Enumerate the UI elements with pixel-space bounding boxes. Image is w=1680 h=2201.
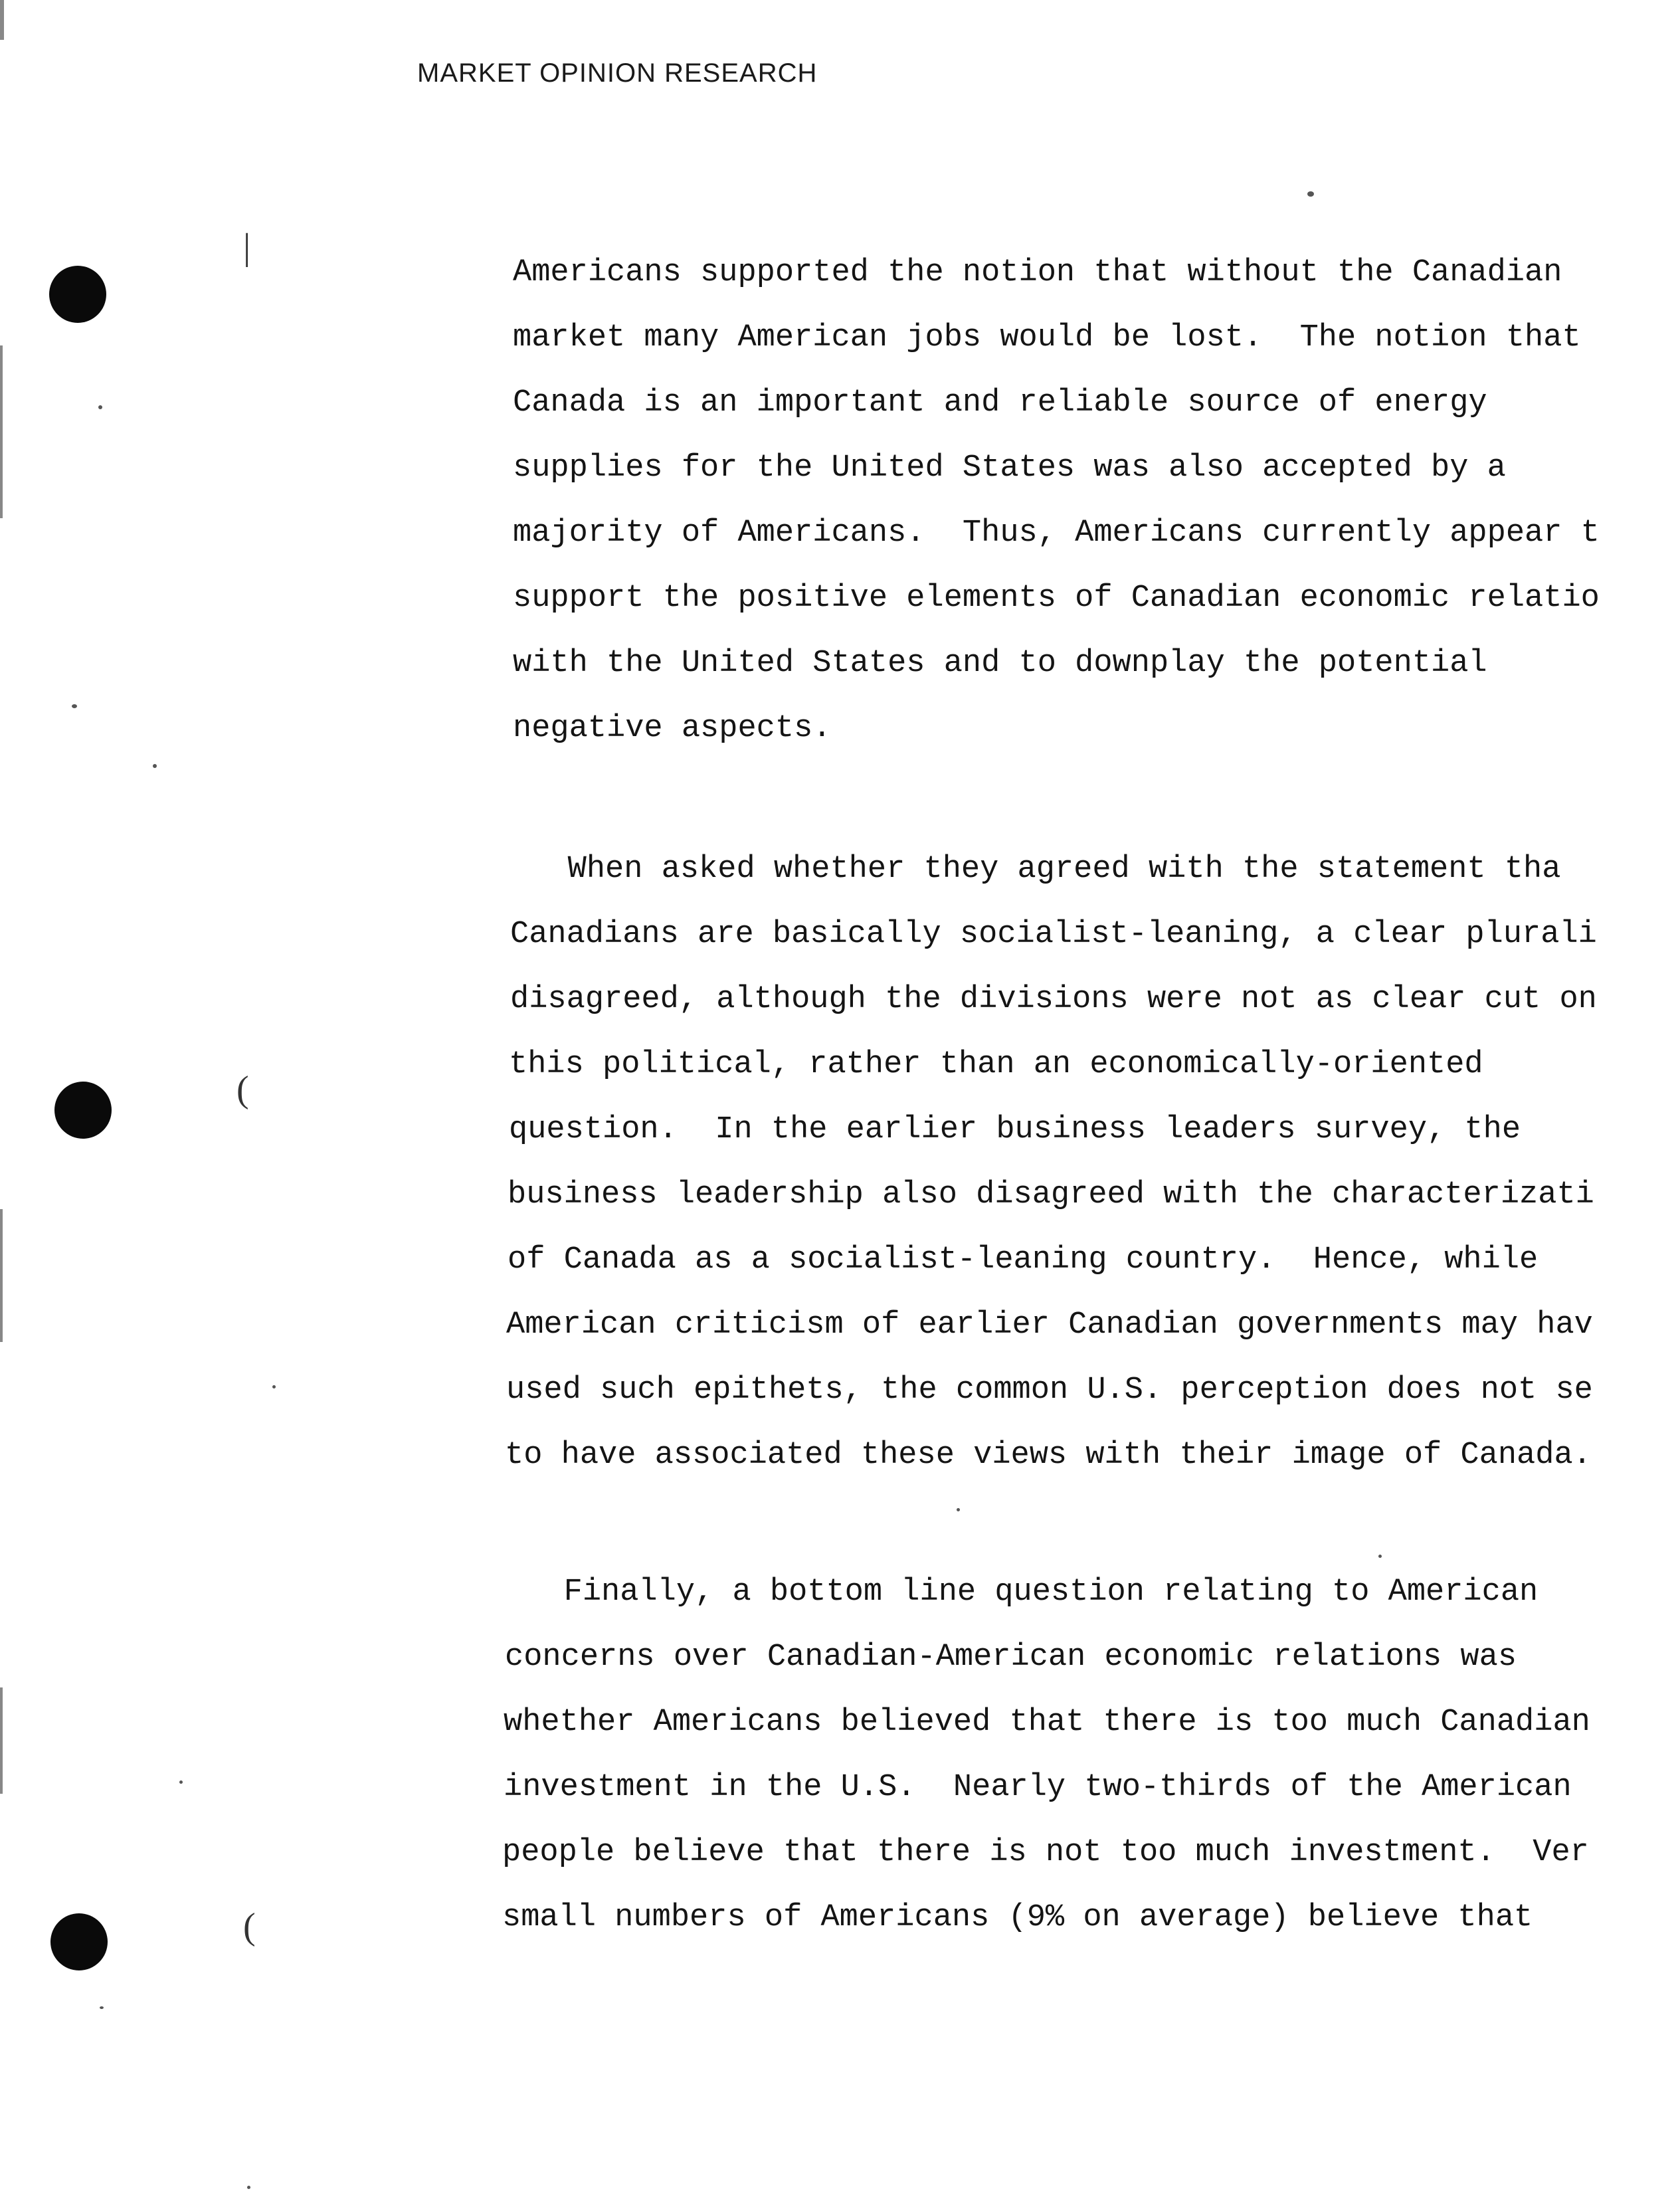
binder-hole-middle <box>54 1082 112 1139</box>
text-line: majority of Americans. Thus, Americans currently appear t <box>513 516 1600 551</box>
text-line: Americans supported the notion that without the Canadian <box>513 255 1562 290</box>
text-line: Finally, a bottom line question relating to American <box>508 1575 1539 1610</box>
text-line: small numbers of Americans (9% on average) believe that <box>502 1900 1533 1935</box>
binder-hole-bottom <box>50 1913 108 1970</box>
text-line: investment in the U.S. Nearly two-thirds of the American <box>504 1770 1572 1805</box>
scan-speck <box>1307 191 1314 197</box>
scan-speck <box>1378 1555 1382 1558</box>
text-line: disagreed, although the divisions were not as clear cut on <box>510 982 1597 1017</box>
scan-speck <box>100 2006 104 2009</box>
text-line: people believe that there is not too much investment. Ver <box>502 1835 1589 1870</box>
text-line: negative aspects. <box>513 711 832 746</box>
scan-edge-mark <box>0 345 3 518</box>
text-line: market many American jobs would be lost. The notion that <box>513 320 1581 355</box>
scan-speck <box>247 2186 250 2189</box>
text-line: Canada is an important and reliable source of energy <box>513 385 1487 421</box>
text-line: support the positive elements of Canadian economic relatio <box>513 581 1600 616</box>
text-line: American criticism of earlier Canadian governments may hav <box>506 1307 1593 1343</box>
text-line: supplies for the United States was also accepted by a <box>513 450 1506 486</box>
text-line: Canadians are basically socialist-leaning, a clear plurali <box>510 917 1597 952</box>
text-line: this political, rather than an economically-oriented <box>509 1047 1483 1082</box>
text-line: When asked whether they agreed with the statement tha <box>512 852 1561 887</box>
scan-speck <box>957 1508 960 1511</box>
scan-speck <box>179 1780 183 1784</box>
page-header: MARKET OPINION RESEARCH <box>417 58 818 88</box>
text-line: business leadership also disagreed with the characterizati <box>508 1177 1594 1212</box>
margin-mark: ( <box>243 1906 256 1947</box>
scan-speck <box>153 764 157 768</box>
margin-mark: | <box>243 227 251 268</box>
text-line: with the United States and to downplay the potential <box>513 646 1487 681</box>
text-line: used such epithets, the common U.S. perception does not se <box>506 1373 1593 1408</box>
scan-edge-mark <box>0 1209 3 1342</box>
text-line: concerns over Canadian-American economic relations was <box>505 1640 1517 1675</box>
text-line: whether Americans believed that there is too much Canadian <box>504 1705 1590 1740</box>
binder-hole-top <box>49 266 106 323</box>
scan-speck <box>98 405 102 409</box>
scan-speck <box>272 1385 276 1388</box>
scan-edge-mark <box>0 0 4 40</box>
scan-speck <box>72 704 77 708</box>
text-line: to have associated these views with their image of Canada. <box>505 1438 1592 1473</box>
margin-mark: ( <box>236 1069 249 1110</box>
scan-edge-mark <box>0 1687 3 1794</box>
text-line: of Canada as a socialist-leaning country. Hence, while <box>508 1242 1539 1278</box>
text-line: question. In the earlier business leaders survey, the <box>509 1112 1521 1147</box>
